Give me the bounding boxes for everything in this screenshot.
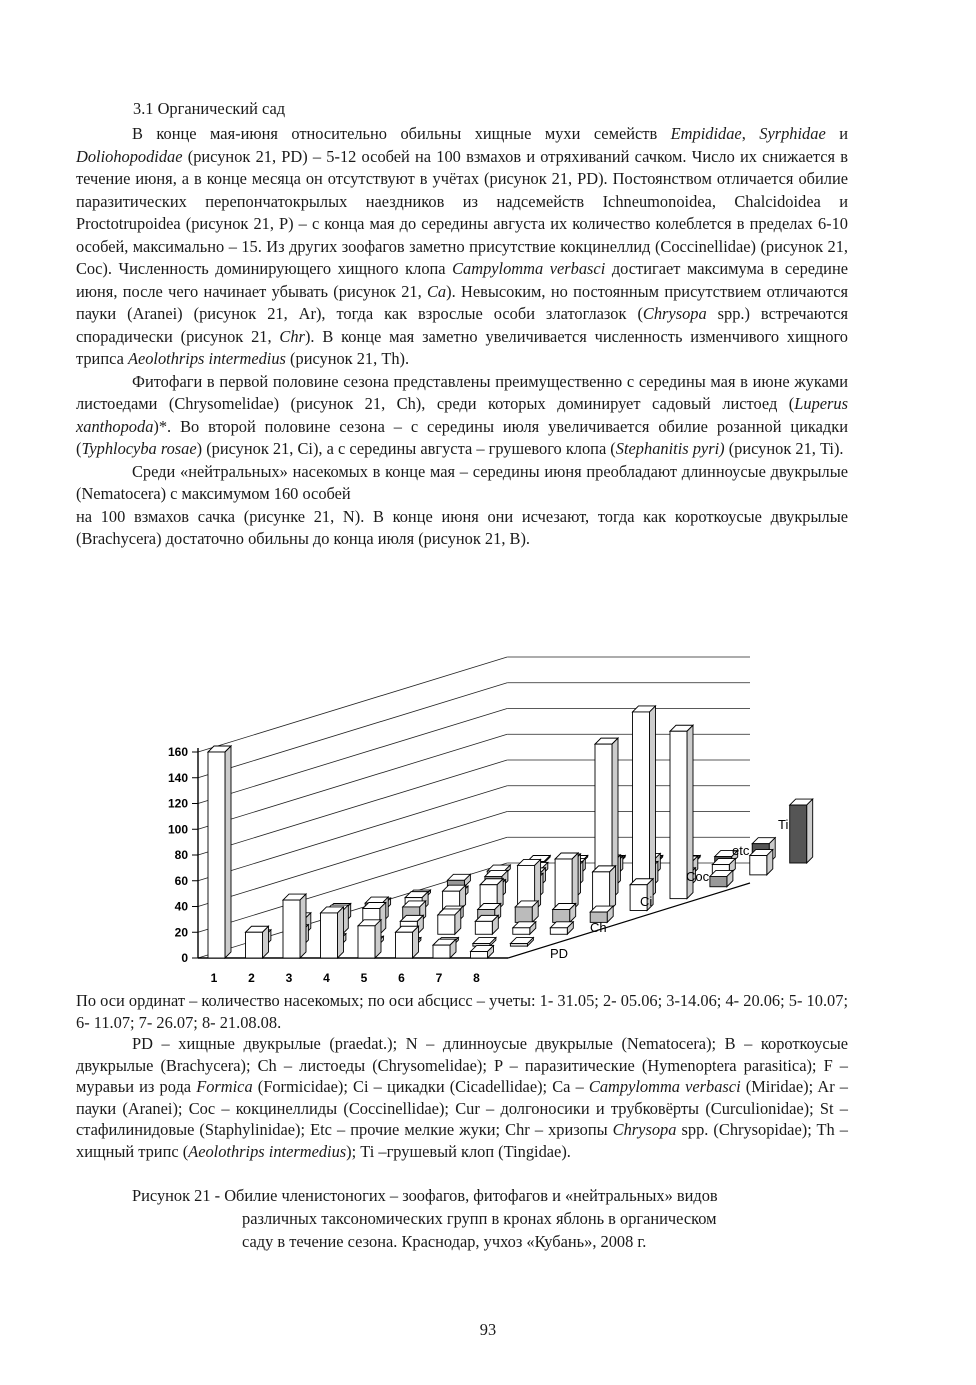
bar-Coc-8 xyxy=(710,876,727,886)
bar-Ci-7 xyxy=(633,712,650,899)
bar-Ch-7 xyxy=(513,928,530,934)
y-tick-label: 0 xyxy=(181,951,188,965)
figure-21-chart xyxy=(120,620,920,990)
chart-svg xyxy=(120,620,920,990)
bar-Ci-8 xyxy=(670,731,687,898)
text-run: Syrphidae xyxy=(759,124,826,143)
text-run: Typhlocyba rosae xyxy=(81,439,197,458)
x-tick-label: 7 xyxy=(435,971,443,985)
text-run: и xyxy=(825,124,848,143)
grid-line xyxy=(198,734,507,829)
grid-line xyxy=(198,683,507,778)
bar-N-3 xyxy=(283,900,300,958)
depth-label-Ch: Ch xyxy=(590,920,607,935)
figure-caption xyxy=(76,1184,848,1253)
text-run: Formica xyxy=(196,1077,253,1096)
text-run: Doliohopodidae xyxy=(76,146,183,166)
text-run: (рисунок 21, Ti). xyxy=(724,439,844,458)
y-tick-label: 160 xyxy=(167,745,188,759)
bar-Ch-5 xyxy=(438,915,455,934)
text-run: Ca xyxy=(426,281,447,301)
figure-legend xyxy=(76,990,848,1162)
x-tick-label: 6 xyxy=(398,971,405,985)
text-run: достигает максимума в середине июня, после чего начинает убывать (рисунок 21, xyxy=(76,259,848,301)
text-run: Фитофаги в первой половине сезона представлены преимущественно с середины мая в июне жуками листоедами (Chrysomelidae) (рисунок 21, Ch), среди которых доминирует садовый листоед ( xyxy=(76,371,848,413)
paragraph-2 xyxy=(76,371,848,461)
text-run: ). В конце мая заметно увеличивается численность изменчивого хищного трипса xyxy=(76,326,848,368)
grid-line xyxy=(198,657,507,752)
bar-side xyxy=(572,853,578,911)
text-run: (рисунок 21, Th). xyxy=(285,349,410,368)
text-run: , xyxy=(741,124,760,143)
bar-N-1 xyxy=(208,752,225,958)
bar-N-2 xyxy=(246,932,263,958)
bar-B-6 xyxy=(555,859,572,911)
bar-N-4 xyxy=(321,913,338,958)
bar-N-8 xyxy=(471,952,488,958)
x-tick-label: 5 xyxy=(360,971,368,985)
text-run: spp.) встречаются спорадически (рисунок 21, xyxy=(76,304,848,346)
bar-side xyxy=(375,920,381,958)
y-tick-label: 120 xyxy=(167,796,188,811)
text-run: ); Ti –грушевый клоп (Tingidae). xyxy=(346,1141,571,1161)
x-tick-label: 3 xyxy=(285,971,293,985)
body-text xyxy=(76,123,848,551)
text-run: Chr xyxy=(279,326,305,346)
bar-side xyxy=(225,746,231,958)
bar-side xyxy=(413,926,419,958)
axes-note: По оси ординат – количество насекомых; по оси абсцисс – учеты: 1- 31.05; 2- 05.06; 3-14.06; 4- 20.06; 5- 10.07; 6- 11.07; 7- 26.07; 8- 21.08.08. xyxy=(76,991,848,1032)
page-number: 93 xyxy=(479,1320,497,1339)
text-run: Chrysopa xyxy=(642,304,707,323)
caption-line-1: Рисунок 21 - Обилие членистоногих – зоофагов, фитофагов и «нейтральных» видов xyxy=(132,1186,718,1205)
bar-N-5 xyxy=(358,926,375,958)
bar-B-7 xyxy=(593,872,610,911)
text-run: Campylomma verbasci xyxy=(452,259,606,278)
bar-side xyxy=(610,866,616,911)
text-run: spp. (Chrysopidae); Th – хищный трипс ( xyxy=(76,1120,848,1161)
depth-label-etc: etc xyxy=(732,843,750,858)
depth-axis xyxy=(508,883,750,958)
bar-Ch-6 xyxy=(475,921,492,934)
bar-side xyxy=(263,926,269,958)
depth-label-PD: PD xyxy=(550,946,569,961)
paragraph-3a: Среди «нейтральных» насекомых в конце мая – середины июня преобладают длинноусые двукрылые (Nematocera) с максимумом 160 особей xyxy=(76,461,848,503)
bar-etc-8 xyxy=(750,856,767,875)
bar-side xyxy=(338,907,344,958)
text-run: ) (рисунок 21, Ci), а с середины августа – грушевого клопа ( xyxy=(196,439,616,458)
text-run: Stephanitis pyri) xyxy=(615,439,725,458)
text-run: Aeolothrips intermedius xyxy=(127,349,286,368)
paragraph-1 xyxy=(76,123,848,371)
text-run: Campylomma verbasci xyxy=(588,1077,741,1096)
bar-Ch-8 xyxy=(550,928,567,934)
x-tick-label: 8 xyxy=(473,971,480,985)
text-run: Empididae xyxy=(670,124,742,143)
depth-label-Ti: Ti xyxy=(778,817,789,832)
bar-N-7 xyxy=(433,945,450,958)
text-run: (Formicidae); Ci – цикадки (Cicadellidae); Ca – xyxy=(252,1077,589,1096)
caption-line-3: саду в течение сезона. Краснодар, учхоз «Кубань», 2008 г. xyxy=(242,1232,647,1251)
y-tick-label: 100 xyxy=(167,822,188,837)
paragraph-3b: на 100 взмахов сачка (рисунке 21, N). В конце июня они исчезают, тогда как короткоусые двукрылые (Brachycera) достаточно обильны до конца июля (рисунок 21, B). xyxy=(76,506,848,548)
x-tick-label: 1 xyxy=(210,971,218,985)
abbreviations xyxy=(76,1033,848,1162)
text-run: (Miridae); Ar – пауки (Aranei); Coc – кокцинеллиды (Coccinellidae); Cur – долгоносики и трубковёрты (Curculionidae); St – стафилинидовые (Staphylinidae); Etc – прочие мелкие жуки; Chr – хризопы xyxy=(76,1077,848,1139)
text-run: )*. Во второй половине сезона – с середины июля увеличивается обилие розанной цикадки ( xyxy=(76,416,848,458)
section-title: 3.1 Органический сад xyxy=(133,99,286,118)
bar-P-6 xyxy=(515,907,532,922)
text-run: Aeolothrips intermedius xyxy=(188,1141,347,1161)
x-tick-label: 4 xyxy=(323,971,330,985)
text-run: Chrysopa xyxy=(612,1120,677,1139)
text-run: В конце мая-июня относительно обильны хищные мухи семейств xyxy=(132,124,671,143)
text-run: (рисунок 21, PD) – 5-12 особей на 100 взмахов и отряхиваний сачком. Число их снижается в течение июня, а в конце месяца он отсутствуют в учётах (рисунок 21, PD). Постоянством отличается обилие паразитических перепончатокрылых наездников из надсемейств Ichneumonoidea, Chalcidoidea и Proctotrupoidea (рисунок 21, P) – с конца мая до середины августа их количество колеблется в пределах 6-10 особей, максимально – 15. Из других зоофагов заметно присутствие кокцинеллид (Coccinellidae) (рисунок 21, Coc). Численность доминирующего хищного клопа xyxy=(76,146,848,278)
text-run: ). Невысоким, но постоянным присутствием отличаются пауки (Aranei) (рисунок 21, Ar), тогда как взрослые особи златоглазок ( xyxy=(76,281,848,323)
bar-side xyxy=(650,706,656,899)
bar-PD-8 xyxy=(510,944,527,947)
y-tick-label: 20 xyxy=(174,925,188,940)
x-tick-label: 2 xyxy=(248,971,255,985)
y-tick-label: 140 xyxy=(167,770,188,785)
grid-line xyxy=(198,786,507,881)
depth-label-Ci: Ci xyxy=(640,894,653,909)
bar-side xyxy=(807,799,813,863)
caption-line-2: различных таксономических групп в кронах яблонь в органическом xyxy=(242,1209,717,1228)
bar-side xyxy=(300,894,306,958)
text-run: PD – хищные двукрылые (praedat.); N – длинноусые двукрылые (Nematocera); B – короткоусые двукрылые (Brachycera); Ch – листоеды (Chrysomelidae); P – паразитические (Hymenoptera parasitica); F – муравьи из рода xyxy=(76,1034,848,1096)
depth-label-Coc: Coc xyxy=(686,869,710,884)
bar-P-7 xyxy=(553,910,570,923)
y-tick-label: 60 xyxy=(174,873,188,888)
bar-N-6 xyxy=(396,932,413,958)
y-tick-label: 80 xyxy=(174,848,188,862)
bar-Ti-8 xyxy=(790,805,807,863)
grid-line xyxy=(198,709,507,804)
y-tick-label: 40 xyxy=(174,899,188,914)
grid-line xyxy=(198,760,507,855)
text-run: Luperus xanthopoda xyxy=(76,394,848,436)
